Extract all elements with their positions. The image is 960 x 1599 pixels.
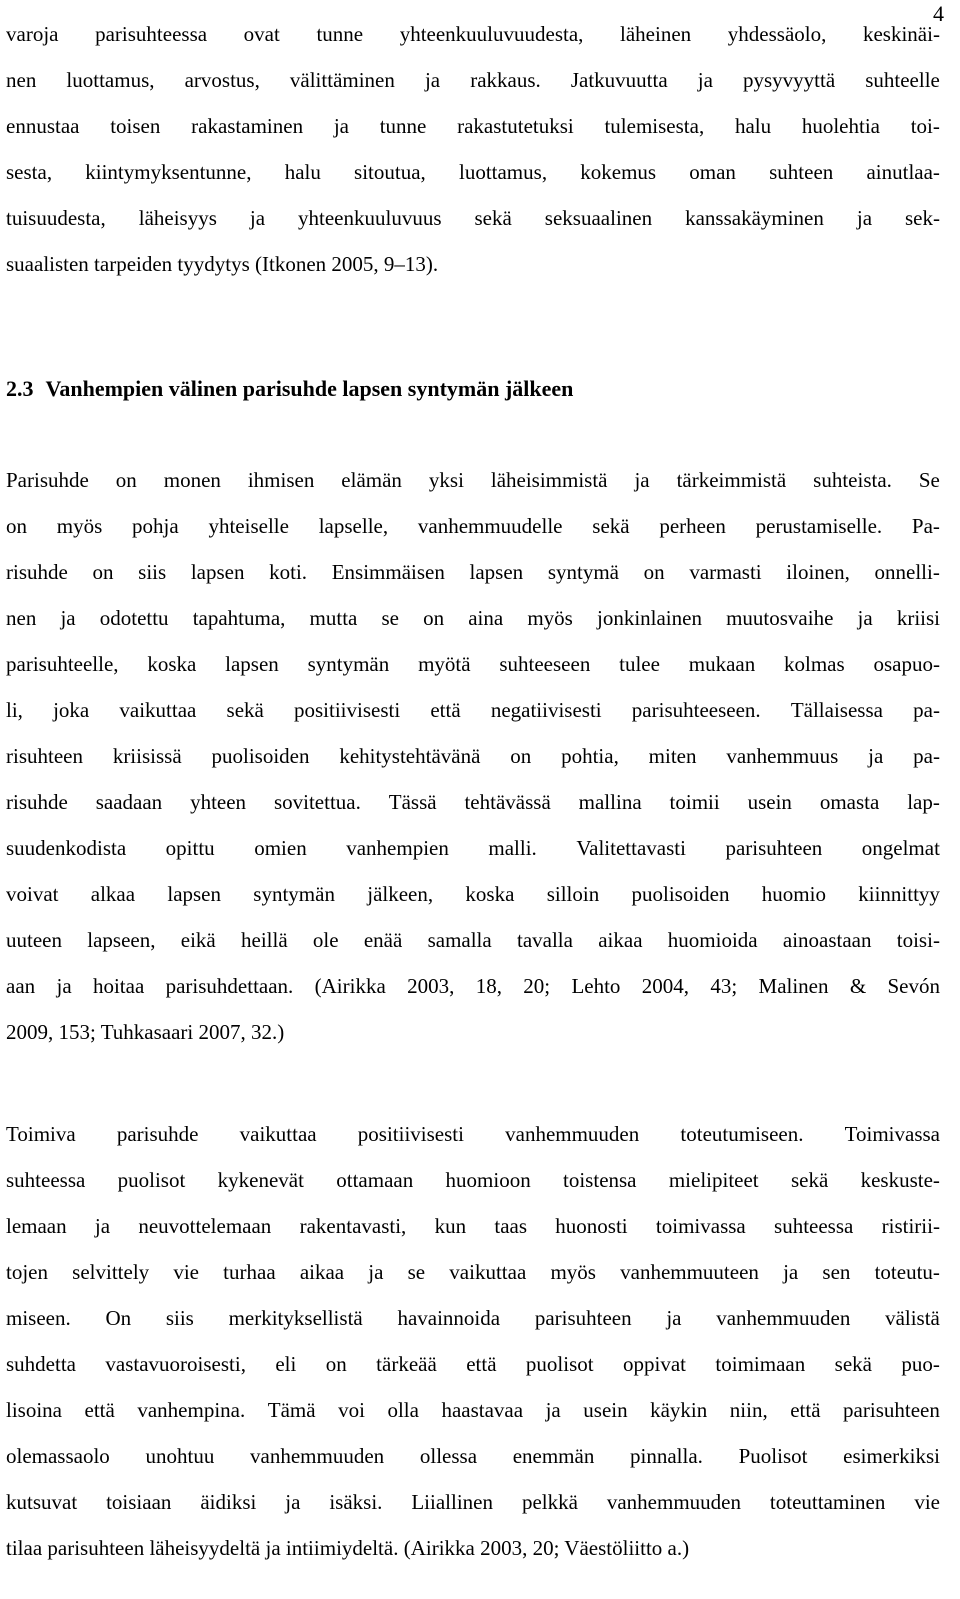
text-line: nen ja odotettu tapahtuma, mutta se on aina myös jonkinlainen muutosvaihe ja kriisi — [6, 606, 940, 630]
text-line: lisoina että vanhempina. Tämä voi olla haastavaa ja usein käykin niin, että parisuhteen — [6, 1398, 940, 1422]
text-line: suhteessa puolisot kykenevät ottamaan huomioon toistensa mielipiteet sekä keskuste- — [6, 1168, 940, 1192]
text-line: sesta, kiintymyksentunne, halu sitoutua, luottamus, kokemus oman suhteen ainutlaa- — [6, 160, 940, 184]
text-line: uuteen lapseen, eikä heillä ole enää samalla tavalla aikaa huomioida ainoastaan toisi- — [6, 928, 940, 952]
text-line: on myös pohja yhteiselle lapselle, vanhemmuudelle sekä perheen perustamiselle. Pa- — [6, 514, 940, 538]
text-line: lemaan ja neuvottelemaan rakentavasti, kun taas huonosti toimivassa suhteessa ristirii- — [6, 1214, 940, 1238]
text-line: aan ja hoitaa parisuhdettaan. (Airikka 2003, 18, 20; Lehto 2004, 43; Malinen & Sevón — [6, 974, 940, 998]
text-line: varoja parisuhteessa ovat tunne yhteenkuuluvuudesta, läheinen yhdessäolo, keskinäi- — [6, 22, 940, 46]
text-line: parisuhteelle, koska lapsen syntymän myötä suhteeseen tulee mukaan kolmas osapuo- — [6, 652, 940, 676]
text-line: suhdetta vastavuoroisesti, eli on tärkeää että puolisot oppivat toimimaan sekä puo- — [6, 1352, 940, 1376]
text-line: olemassaolo unohtuu vanhemmuuden ollessa enemmän pinnalla. Puolisot esimerkiksi — [6, 1444, 940, 1468]
text-line: Parisuhde on monen ihmisen elämän yksi läheisimmistä ja tärkeimmistä suhteista. Se — [6, 468, 940, 492]
text-line: kutsuvat toisiaan äidiksi ja isäksi. Liiallinen pelkkä vanhemmuuden toteuttaminen vie — [6, 1490, 940, 1514]
text-line: suudenkodista opittu omien vanhempien malli. Valitettavasti parisuhteen ongelmat — [6, 836, 940, 860]
text-line: Toimiva parisuhde vaikuttaa positiivisesti vanhemmuuden toteutumiseen. Toimivassa — [6, 1122, 940, 1146]
page-number: 4 — [933, 1, 944, 26]
section-number: 2.3 — [6, 376, 34, 401]
text-line: suaalisten tarpeiden tyydytys (Itkonen 2005, 9–13). — [6, 252, 439, 276]
text-line: tuisuudesta, läheisyys ja yhteenkuuluvuus sekä seksuaalinen kanssakäyminen ja sek- — [6, 206, 940, 230]
text-line: risuhde on siis lapsen koti. Ensimmäisen lapsen syntymä on varmasti iloinen, onnelli- — [6, 560, 940, 584]
text-line: ennustaa toisen rakastaminen ja tunne rakastutetuksi tulemisesta, halu huolehtia toi- — [6, 114, 940, 138]
text-line: miseen. On siis merkityksellistä havainnoida parisuhteen ja vanhemmuuden välistä — [6, 1306, 940, 1330]
text-line: 2009, 153; Tuhkasaari 2007, 32.) — [6, 1020, 285, 1044]
section-heading — [6, 375, 573, 403]
text-line: risuhde saadaan yhteen sovitettua. Tässä tehtävässä mallina toimii usein omasta lap- — [6, 790, 940, 814]
text-line: li, joka vaikuttaa sekä positiivisesti että negatiivisesti parisuhteeseen. Tällaisessa pa- — [6, 698, 940, 722]
text-line: tilaa parisuhteen läheisyydeltä ja intiimiydeltä. (Airikka 2003, 20; Väestöliitto a.) — [6, 1536, 690, 1560]
section-title: Vanhempien välinen parisuhde lapsen syntymän jälkeen — [45, 376, 574, 401]
text-line: risuhteen kriisissä puolisoiden kehitystehtävänä on pohtia, miten vanhemmuus ja pa- — [6, 744, 940, 768]
text-line: tojen selvittely vie turhaa aikaa ja se vaikuttaa myös vanhemmuuteen ja sen toteutu- — [6, 1260, 940, 1284]
text-line: voivat alkaa lapsen syntymän jälkeen, koska silloin puolisoiden huomio kiinnittyy — [6, 882, 940, 906]
text-line: nen luottamus, arvostus, välittäminen ja rakkaus. Jatkuvuutta ja pysyvyyttä suhteelle — [6, 68, 940, 92]
